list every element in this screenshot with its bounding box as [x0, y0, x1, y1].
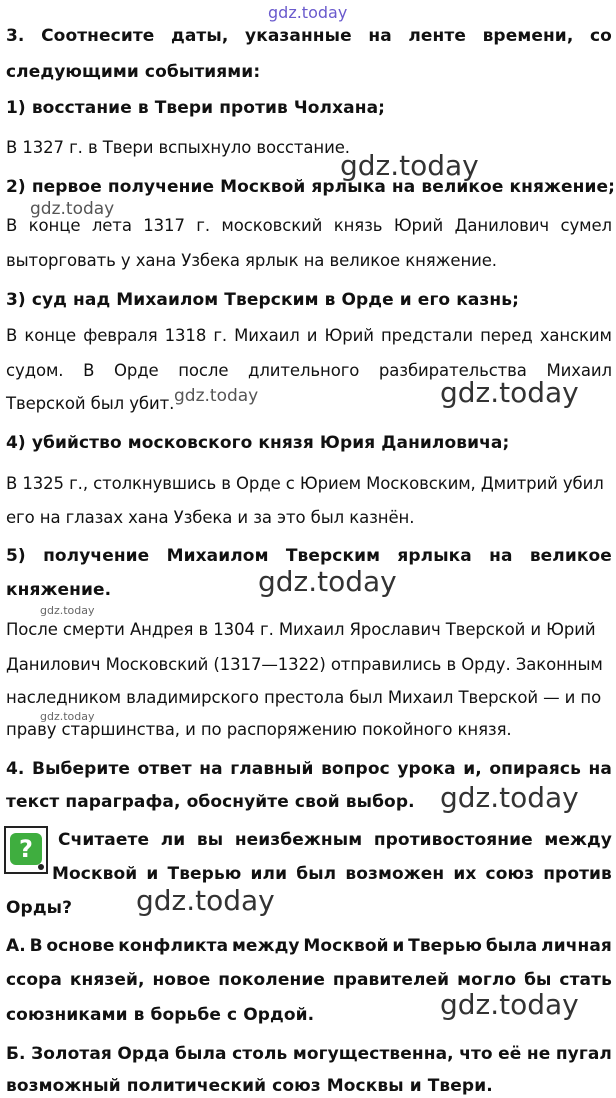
item-5-text-line-3: наследником владимирского престола был Михаил Тверской — и по: [6, 688, 602, 707]
word: Москвой: [52, 864, 138, 884]
word: 4.: [6, 759, 25, 779]
item-2-heading: 2) первое получение Москвой ярлыка на великое княжение;: [6, 177, 616, 197]
word: Тверским: [285, 546, 381, 566]
word: предстали: [380, 326, 473, 345]
watermark: gdz.today: [40, 604, 95, 617]
word: 1318: [164, 326, 207, 345]
watermark: gdz.today: [340, 149, 479, 182]
word: между: [231, 936, 300, 956]
word: Юрий: [393, 216, 444, 235]
word: что: [459, 1044, 493, 1064]
word: ханским: [539, 326, 612, 345]
word: Михаил: [546, 361, 612, 380]
word: 5): [6, 546, 26, 566]
word: Михаилом: [166, 546, 269, 566]
item-1-heading: 1) восстание в Твери против Чолхана;: [6, 98, 386, 118]
word: конфликта: [118, 936, 229, 956]
word: перед: [480, 326, 533, 345]
word: была: [175, 1044, 227, 1064]
word: московский: [221, 216, 323, 235]
word: ленте: [408, 26, 466, 46]
answer-a-line-3: союзниками в борьбе с Ордой.: [6, 1005, 315, 1025]
word: возможен: [345, 864, 445, 884]
word: неизбежным: [234, 830, 363, 850]
item-5-heading-line-1: [6, 546, 612, 566]
item-3-heading: 3) суд над Михаилом Тверским в Орде и его казнь;: [6, 290, 519, 310]
item-4-text-line-1: В 1325 г., столкнувшись в Орде с Юрием Московским, Дмитрий убил: [6, 474, 604, 493]
word: и: [146, 864, 159, 884]
watermark: gdz.today: [440, 988, 579, 1021]
task-3-heading-line-1: [6, 26, 612, 46]
word: был: [296, 864, 337, 884]
item-4-text-line-2: его на глазах хана Узбека и за это был казнён.: [6, 508, 415, 527]
word: не: [526, 1044, 551, 1064]
item-2-text-line-1: [6, 216, 612, 235]
word: на: [588, 759, 612, 779]
watermark: gdz.today: [440, 781, 579, 814]
word: основе: [46, 936, 115, 956]
icon-dot: [38, 864, 44, 870]
word: её: [498, 1044, 522, 1064]
word: бы: [524, 970, 552, 990]
word: А.: [6, 936, 26, 956]
word: князь: [333, 216, 383, 235]
word: новое: [152, 970, 211, 990]
question-mark-glyph: ?: [10, 833, 42, 865]
word: длительного: [248, 361, 360, 380]
word: Михаил: [234, 326, 300, 345]
word: князей,: [69, 970, 145, 990]
answer-b-line-2: возможный политический союз Москвы и Твери.: [6, 1076, 493, 1096]
answer-a-line-1: [6, 936, 612, 956]
item-3-text-line-1: [6, 326, 612, 345]
word: на: [199, 759, 223, 779]
word: ярлыка: [397, 546, 472, 566]
word: сумел: [560, 216, 612, 235]
word: В: [83, 361, 95, 380]
word: столь: [232, 1044, 288, 1064]
word: могло: [457, 970, 517, 990]
word: могущественна,: [292, 1044, 454, 1064]
word: конце: [28, 216, 81, 235]
word: великое: [529, 546, 612, 566]
word: на: [368, 26, 392, 46]
item-3-text-line-2: [6, 361, 612, 380]
word: после: [178, 361, 229, 380]
word: ссора: [6, 970, 62, 990]
word: и,: [463, 759, 482, 779]
item-5-text-line-4: праву старшинства, и по распоряжению покойного князя.: [6, 720, 512, 739]
word: противостояние: [373, 830, 533, 850]
word: Москвой: [303, 936, 389, 956]
item-3-text-line-3: Тверской был убит.: [6, 394, 175, 413]
word: Б.: [6, 1044, 26, 1064]
word: времени,: [482, 26, 574, 46]
watermark-top: gdz.today: [268, 3, 348, 22]
item-5-text-line-1: После смерти Андрея в 1304 г. Михаил Ярославич Тверской и Юрий: [6, 620, 596, 639]
word: судом.: [6, 361, 64, 380]
task-3-heading-line-2: следующими событиями:: [6, 62, 261, 82]
word: главный: [230, 759, 314, 779]
item-1-text: В 1327 г. в Твери вспыхнуло восстание.: [6, 138, 350, 157]
word: В: [6, 326, 18, 345]
word: лета: [91, 216, 132, 235]
word: Выберите: [32, 759, 131, 779]
word: поколение: [218, 970, 325, 990]
answer-a-line-2: [6, 970, 612, 990]
word: Тверью: [408, 936, 483, 956]
word: Данилович: [454, 216, 550, 235]
word: г.: [196, 216, 210, 235]
word: союз: [485, 864, 535, 884]
word: их: [453, 864, 477, 884]
watermark: gdz.today: [136, 884, 275, 917]
word: Орда: [117, 1044, 170, 1064]
word: ли: [160, 830, 186, 850]
question-mark-icon: [4, 826, 48, 874]
word: и: [306, 326, 318, 345]
word: Соотнесите: [41, 26, 155, 46]
word: Юрий: [324, 326, 374, 345]
main-question-line-1: [58, 830, 612, 850]
watermark: gdz.today: [30, 199, 115, 219]
watermark: gdz.today: [258, 565, 397, 598]
item-5-heading-line-2: княжение.: [6, 580, 112, 600]
word: февраля: [83, 326, 158, 345]
word: правителей: [332, 970, 450, 990]
main-question-line-3: Орды?: [6, 898, 73, 918]
word: вопрос: [321, 759, 390, 779]
task-4-heading-line-2: текст параграфа, обоснуйте свой выбор.: [6, 792, 415, 812]
main-question-line-2: [52, 864, 612, 884]
word: даты,: [171, 26, 229, 46]
watermark: gdz.today: [174, 386, 259, 406]
word: В: [29, 936, 43, 956]
word: В: [6, 216, 18, 235]
word: пугал: [555, 1044, 612, 1064]
word: 1317: [143, 216, 185, 235]
word: вы: [196, 830, 224, 850]
item-2-text-line-2: выторговать у хана Узбека ярлык на великое княжение.: [6, 251, 497, 270]
word: урока: [397, 759, 456, 779]
word: и: [392, 936, 405, 956]
word: разбирательства: [378, 361, 527, 380]
watermark: gdz.today: [40, 710, 95, 723]
word: стать: [559, 970, 612, 990]
word: или: [250, 864, 288, 884]
word: ответ: [137, 759, 192, 779]
word: получение: [43, 546, 150, 566]
word: конце: [24, 326, 77, 345]
word: опираясь: [489, 759, 581, 779]
word: была: [485, 936, 538, 956]
word: Орде: [113, 361, 159, 380]
word: Золотая: [31, 1044, 112, 1064]
word: Считаете: [58, 830, 150, 850]
word: со: [589, 26, 612, 46]
word: между: [544, 830, 612, 850]
word: указанные: [245, 26, 352, 46]
word: на: [489, 546, 513, 566]
word: г.: [213, 326, 228, 345]
word: личная: [541, 936, 612, 956]
answer-b-line-1: [6, 1044, 612, 1064]
word: Тверью: [167, 864, 242, 884]
word: против: [543, 864, 612, 884]
watermark: gdz.today: [440, 376, 579, 409]
word: 3.: [6, 26, 25, 46]
item-5-text-line-2: Данилович Московский (1317—1322) отправились в Орду. Законным: [6, 655, 603, 674]
item-4-heading: 4) убийство московского князя Юрия Даниловича;: [6, 433, 510, 453]
task-4-heading-line-1: [6, 759, 612, 779]
